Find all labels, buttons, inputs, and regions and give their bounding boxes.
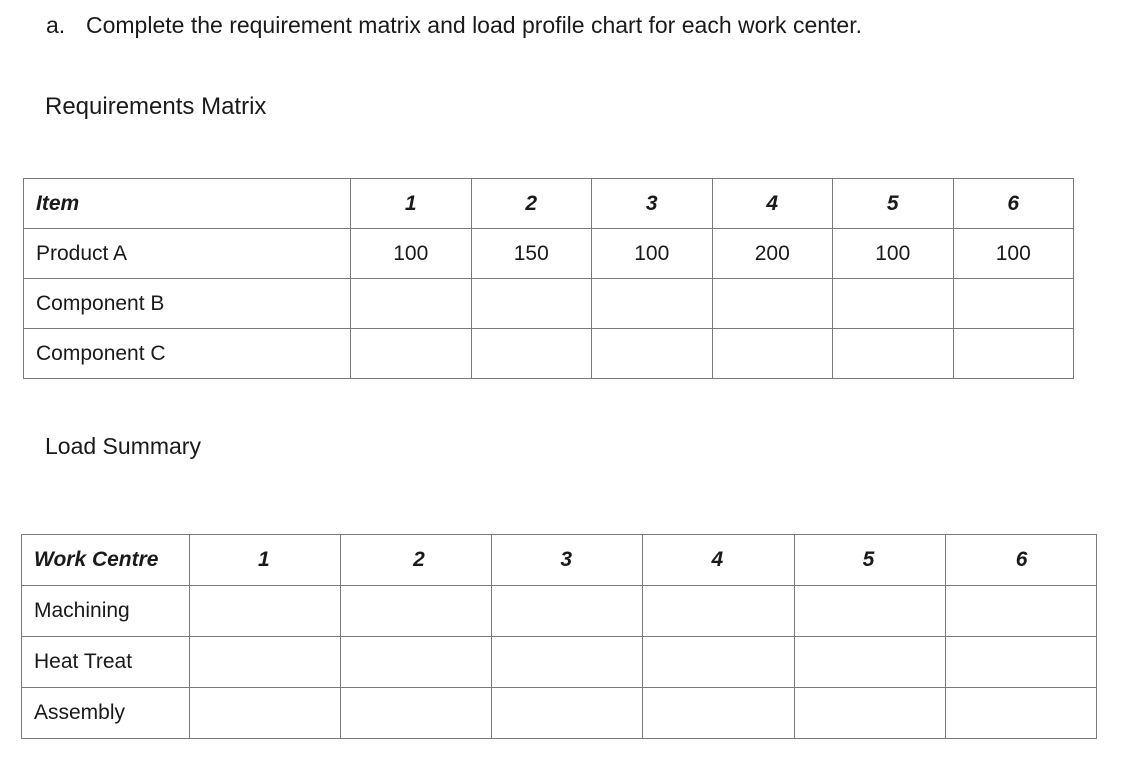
table-row — [24, 329, 1074, 379]
header-period-6: 6 — [945, 535, 1096, 586]
load-summary-title: Load Summary — [45, 433, 201, 459]
empty-cell[interactable] — [190, 586, 341, 637]
header-period-2: 2 — [341, 535, 492, 586]
header-period-1: 1 — [351, 179, 472, 229]
table-row — [22, 637, 1097, 688]
empty-cell[interactable] — [351, 329, 472, 379]
header-item: Item — [24, 179, 351, 229]
empty-cell[interactable] — [341, 637, 492, 688]
table-header-row — [24, 179, 1074, 229]
empty-cell[interactable] — [492, 688, 643, 739]
load-summary-table — [21, 534, 1097, 739]
row-label-heat-treat: Heat Treat — [22, 637, 190, 688]
empty-cell[interactable] — [341, 586, 492, 637]
cell: 200 — [712, 229, 833, 279]
header-period-4: 4 — [643, 535, 794, 586]
empty-cell[interactable] — [953, 279, 1074, 329]
instruction-body: Complete the requirement matrix and load profile chart for each work center. — [86, 12, 862, 38]
empty-cell[interactable] — [471, 279, 592, 329]
row-label-component-b: Component B — [24, 279, 351, 329]
empty-cell[interactable] — [945, 586, 1096, 637]
empty-cell[interactable] — [712, 329, 833, 379]
instruction-text — [46, 12, 862, 39]
row-label-machining: Machining — [22, 586, 190, 637]
empty-cell[interactable] — [945, 637, 1096, 688]
cell: 100 — [592, 229, 713, 279]
empty-cell[interactable] — [592, 329, 713, 379]
header-period-5: 5 — [833, 179, 954, 229]
cell: 100 — [833, 229, 954, 279]
empty-cell[interactable] — [794, 586, 945, 637]
empty-cell[interactable] — [351, 279, 472, 329]
header-period-2: 2 — [471, 179, 592, 229]
empty-cell[interactable] — [471, 329, 592, 379]
row-label-product-a: Product A — [24, 229, 351, 279]
empty-cell[interactable] — [833, 329, 954, 379]
empty-cell[interactable] — [592, 279, 713, 329]
cell: 100 — [351, 229, 472, 279]
instruction-marker: a. — [46, 12, 66, 38]
empty-cell[interactable] — [190, 637, 341, 688]
empty-cell[interactable] — [794, 637, 945, 688]
empty-cell[interactable] — [643, 586, 794, 637]
header-period-3: 3 — [592, 179, 713, 229]
table-row — [22, 688, 1097, 739]
header-work-centre: Work Centre — [22, 535, 190, 586]
empty-cell[interactable] — [643, 637, 794, 688]
header-period-1: 1 — [190, 535, 341, 586]
row-label-assembly: Assembly — [22, 688, 190, 739]
requirements-matrix-table — [23, 178, 1074, 379]
empty-cell[interactable] — [953, 329, 1074, 379]
empty-cell[interactable] — [341, 688, 492, 739]
header-period-6: 6 — [953, 179, 1074, 229]
empty-cell[interactable] — [492, 586, 643, 637]
cell: 150 — [471, 229, 592, 279]
requirements-matrix-title: Requirements Matrix — [45, 93, 267, 120]
empty-cell[interactable] — [945, 688, 1096, 739]
empty-cell[interactable] — [643, 688, 794, 739]
table-header-row — [22, 535, 1097, 586]
row-label-component-c: Component C — [24, 329, 351, 379]
table-row — [24, 229, 1074, 279]
empty-cell[interactable] — [833, 279, 954, 329]
empty-cell[interactable] — [794, 688, 945, 739]
cell: 100 — [953, 229, 1074, 279]
empty-cell[interactable] — [712, 279, 833, 329]
table-row — [22, 586, 1097, 637]
header-period-4: 4 — [712, 179, 833, 229]
table-row — [24, 279, 1074, 329]
empty-cell[interactable] — [190, 688, 341, 739]
empty-cell[interactable] — [492, 637, 643, 688]
header-period-5: 5 — [794, 535, 945, 586]
header-period-3: 3 — [492, 535, 643, 586]
